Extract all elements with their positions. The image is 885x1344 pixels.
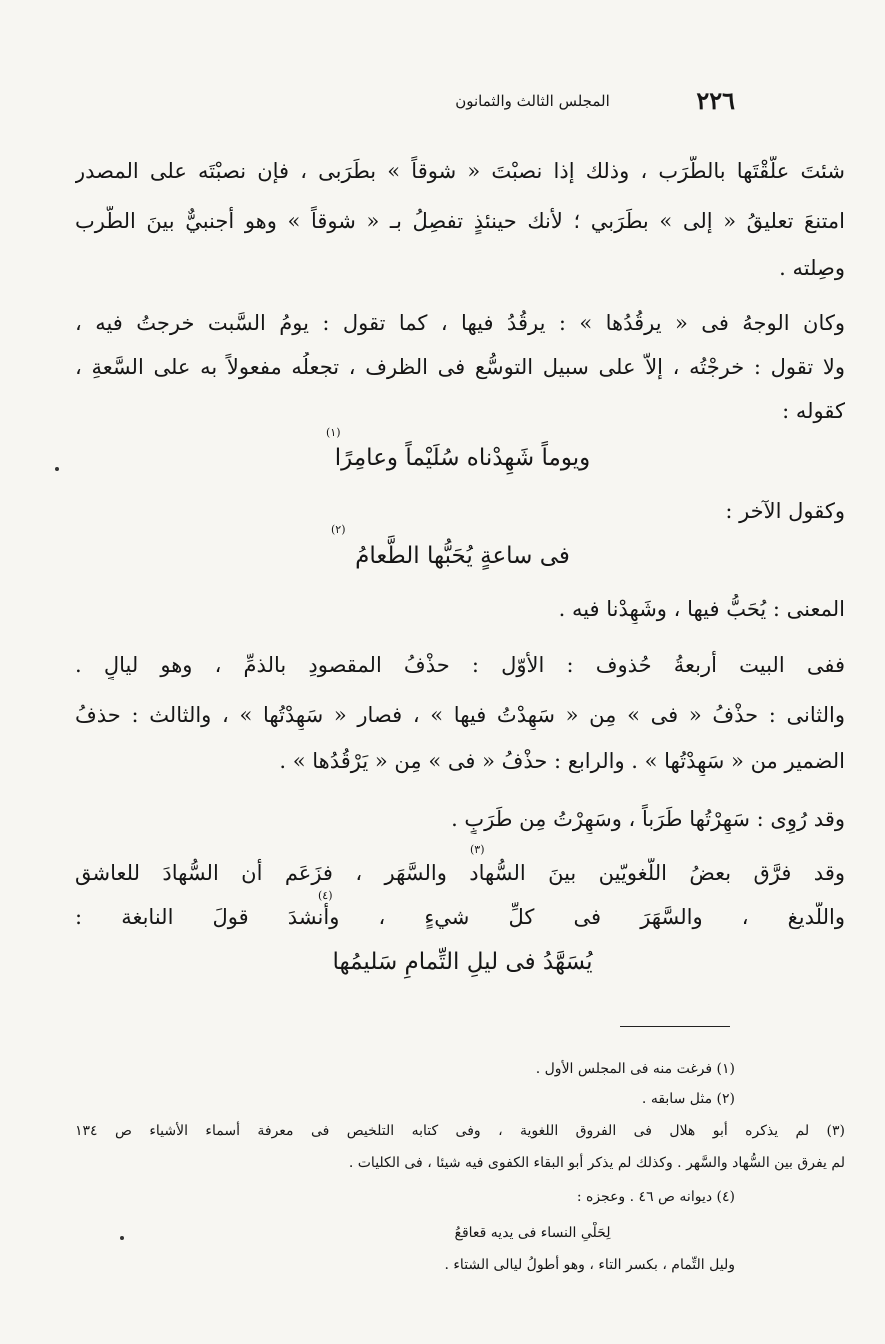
text-line: وقد رُوِى : سَهِرْتُها طَرَباً ، وسَهِرْتُ مِن طَرَبٍ .: [451, 807, 845, 831]
footnote-ref: (٣): [470, 843, 485, 856]
text-line: ولا تقول : خرجْتُه ، إلاّ على سبيل التوسُّع فى الظرف ، تجعلُه مفعولاً به على السَّعةِ ،: [75, 355, 845, 379]
text-line: ففى البيت أربعةُ حُذوف : الأوّل : حذْفُ المقصودِ بالذمِّ ، وهو ليالٍ .: [75, 653, 845, 677]
text-line: امتنعَ تعليقُ « إلى » بطَرَبي ؛ لأنك حينئذٍ تفصِلُ بـ « شوقاً » وهو أجنبيٌّ بينَ الطَّرب: [75, 209, 845, 233]
footnote-verse: لِحَلْىِ النساء فى يديه قعاقعُ: [454, 1225, 611, 1241]
footnote-line: (٣) لم يذكره أبو هلال فى الفروق اللغوية ، وفى كتابه التلخيص فى معرفة أسماء الأشياء ص ١٣٤: [75, 1123, 845, 1139]
text-line: وصِلته .: [779, 256, 845, 280]
verse-line: ويوماً شَهِدْناه سُلَيْماً وعامِرًا: [334, 445, 591, 471]
footnote-ref: (٢): [331, 523, 346, 536]
footnote-line: لم يفرق بين السُّهاد والسَّهر . وكذلك لم يذكر أبو البقاء الكفوى فيه شيئا ، فى الكليات .: [348, 1155, 845, 1171]
text-line: شئتَ علّقْتَها بالطَّرَب ، وذلك إذا نصبْتَ « شوقاً » بطَرَبى ، فإن نصبْتَه على المصدر: [75, 159, 845, 183]
text-line: وكقول الآخر :: [725, 499, 845, 523]
footnote-line: (٤) ديوانه ص ٤٦ . وعجزه :: [576, 1189, 735, 1205]
text-line: المعنى : يُحَبُّ فيها ، وشَهِدْنا فيه .: [558, 597, 845, 621]
text-line: كقوله :: [782, 399, 845, 423]
text-line: واللَّديغ ، والسَّهَرَ فى كلِّ شيءٍ ، وأنشدَ قولَ النابغة :: [75, 905, 845, 929]
footnote-line: (١) فرغت منه فى المجلس الأول .: [535, 1061, 735, 1077]
text-line: والثانى : حذْفُ « فى » مِن « سَهِدْتُ فيها » ، فصار « سَهِدْتُها » ، والثالث : حذفُ: [75, 703, 845, 727]
text-line: وكان الوجهُ فى « يرقُدُها » : يرقُدُ فيها ، كما تقول : يومُ السَّبت خرجتُ فيه ،: [75, 311, 845, 335]
footnote-line: وليل التِّمام ، بكسر التاء ، وهو أطولُ ليالى الشتاء .: [444, 1257, 735, 1273]
print-speck: [55, 467, 59, 471]
running-title: المجلس الثالث والثمانون: [455, 92, 610, 110]
page-number: ٢٢٦: [696, 86, 735, 115]
footnote-ref: (٤): [318, 889, 333, 902]
footnote-line: (٢) مثل سابقه .: [641, 1091, 735, 1107]
verse-line: يُسَهَّدُ فى ليلِ التِّمامِ سَليمُها: [332, 949, 593, 975]
text-line: الضمير من « سَهِدْتُها » . والرابع : حذْفُ « فى » مِن « يَرْقُدُها » .: [279, 749, 845, 773]
footnote-ref: (١): [326, 426, 341, 439]
footnote-separator: [620, 1026, 730, 1027]
print-speck: [120, 1236, 124, 1240]
verse-line: فى ساعةٍ يُحَبُّها الطَّعامُ: [355, 543, 570, 569]
text-line: وقد فرَّق بعضُ اللُّغويّين بينَ السُّهاد والسَّهَر ، فزَعَم أن السُّهادَ للعاشق: [75, 861, 845, 885]
